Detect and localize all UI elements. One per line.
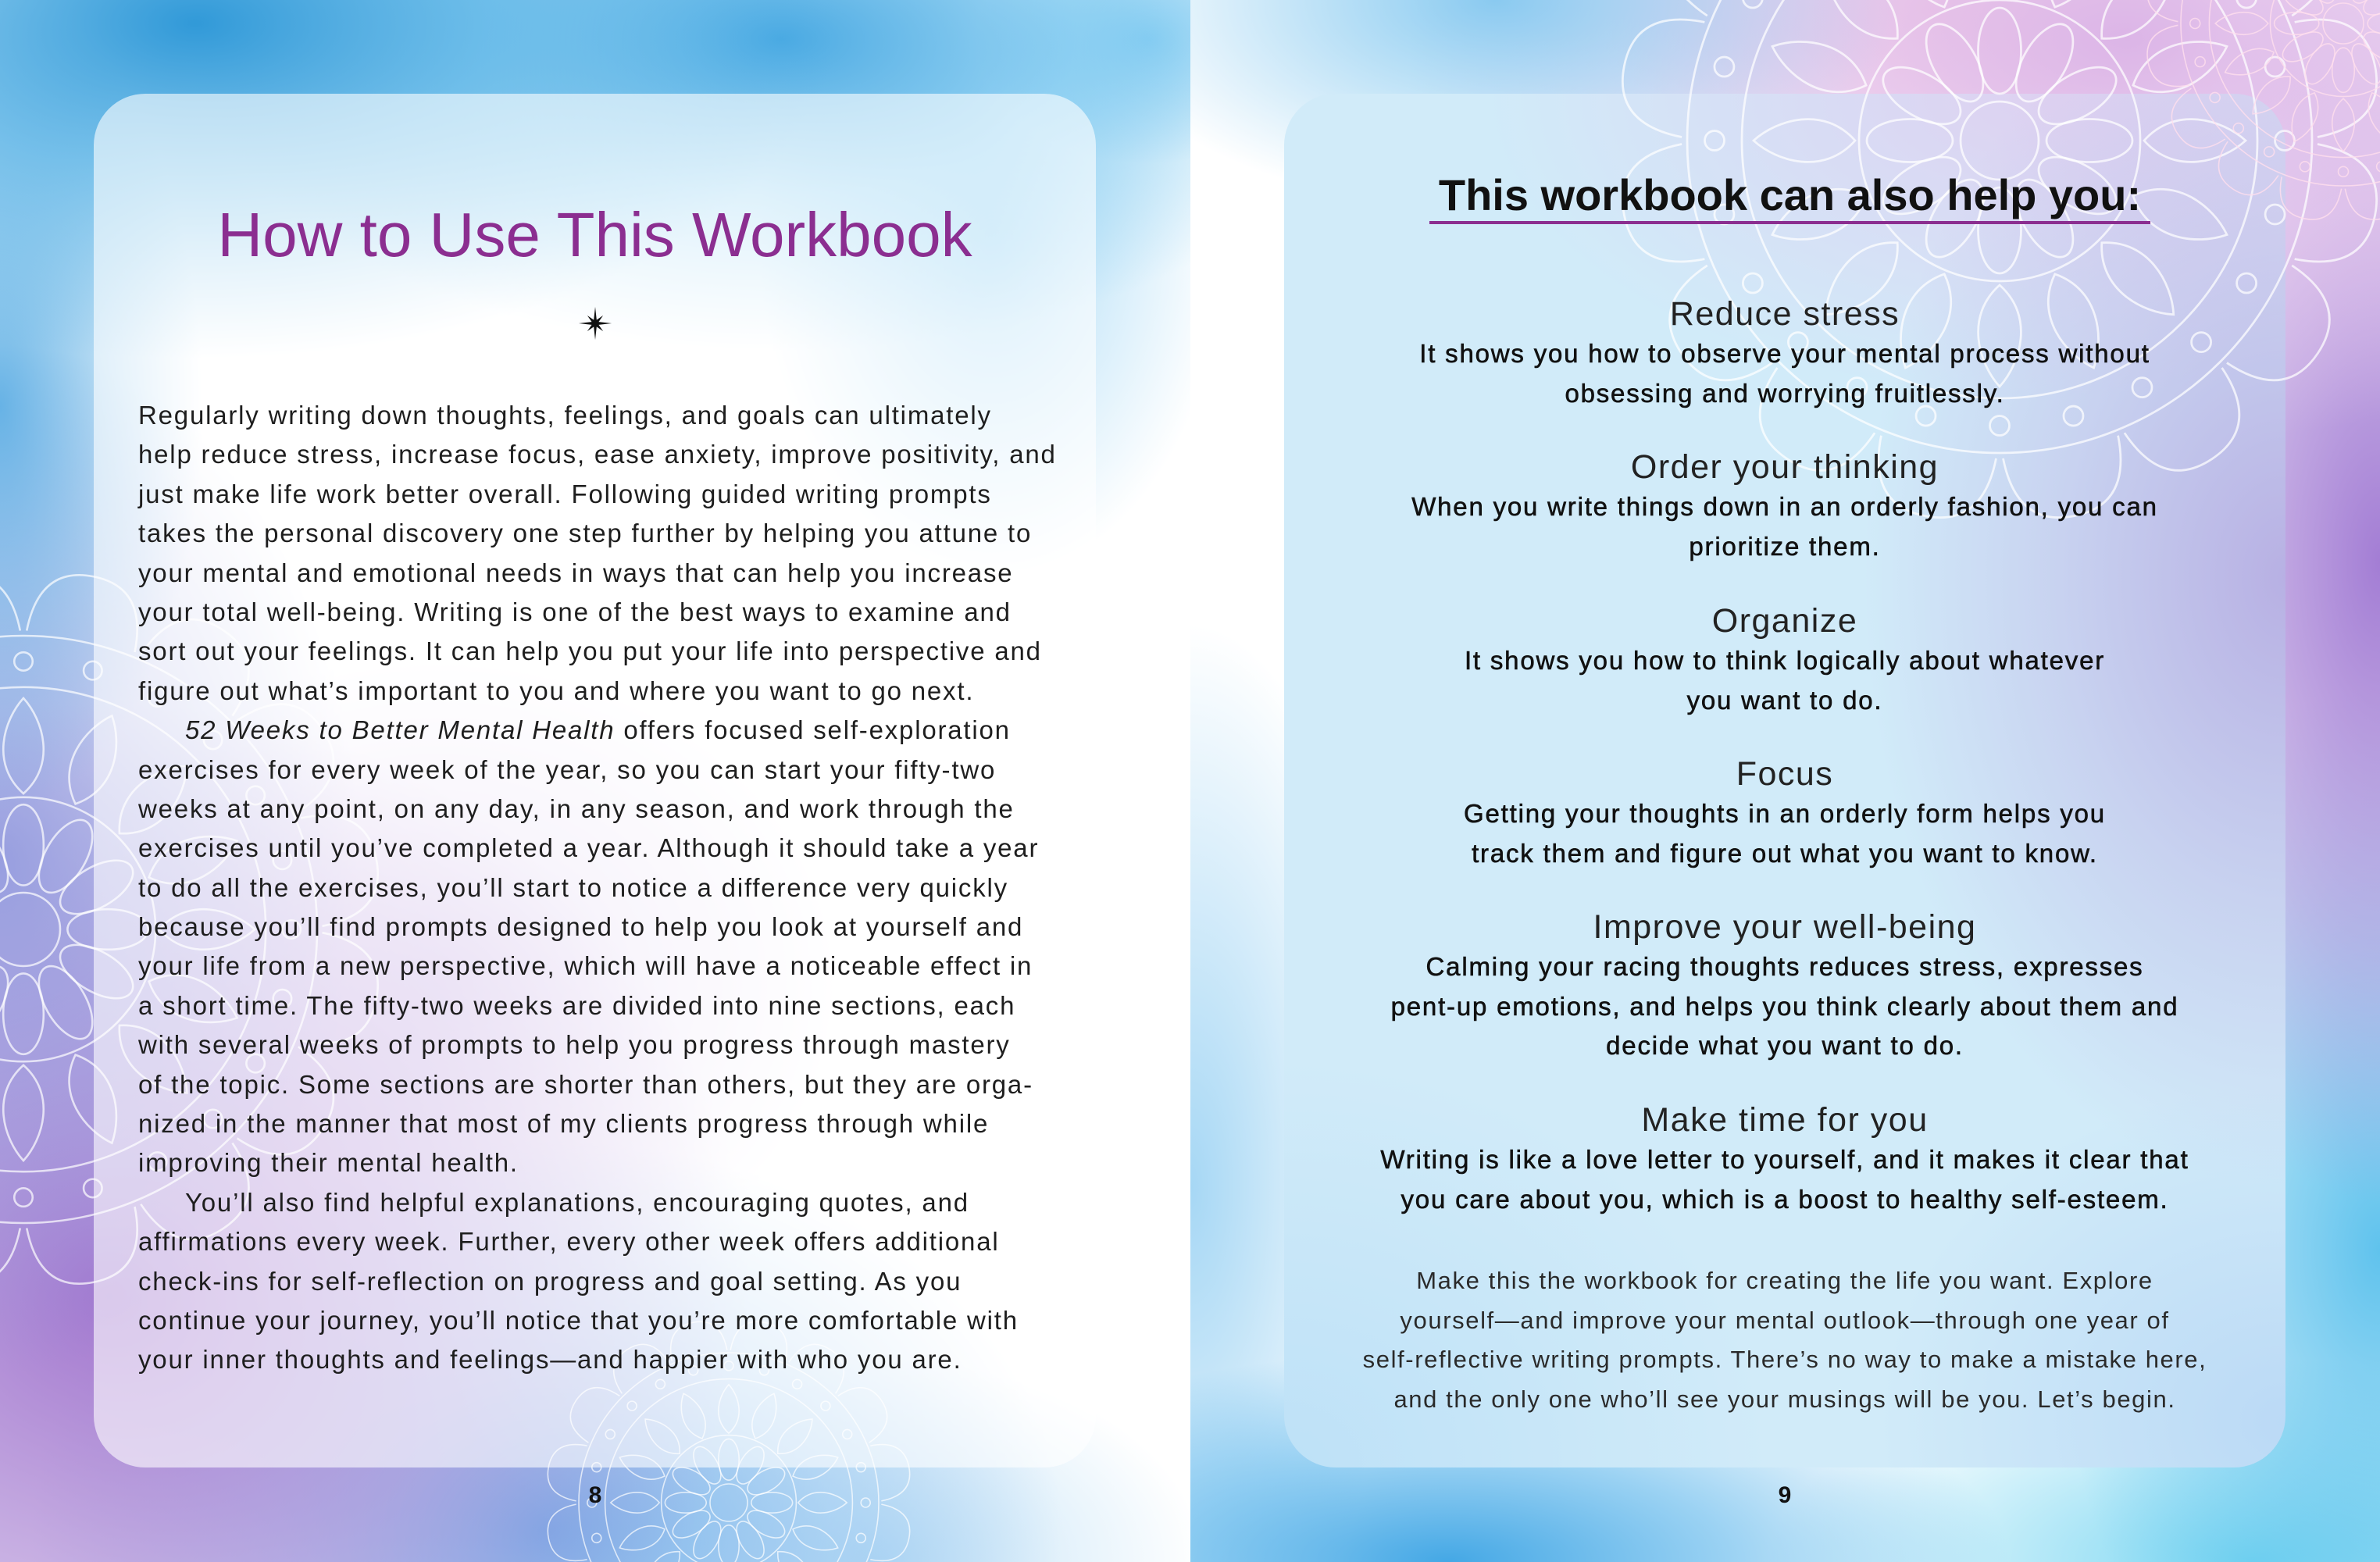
book-title: 52 Weeks to Better Mental Health xyxy=(185,715,616,745)
paragraph xyxy=(138,711,1076,1183)
benefit-line: decide what you want to do. xyxy=(1606,1031,1964,1060)
benefit-line: you care about you, which is a boost to healthy self-esteem. xyxy=(1401,1184,2169,1214)
benefit-section xyxy=(1284,447,2285,566)
page-title: How to Use This Workbook xyxy=(217,200,972,269)
body-line: your mental and emotional needs in ways that can help you increase xyxy=(138,558,1014,587)
body-line: because you’ll find prompts designed to help you look at yourself and xyxy=(138,912,1024,942)
body-line: with several weeks of prompts to help you progress through mastery xyxy=(138,1030,1011,1060)
body-line: your inner thoughts and feelings—and happier with who you are. xyxy=(138,1345,962,1375)
right-page-content xyxy=(1190,0,2380,1562)
benefit-line: track them and figure out what you want to know. xyxy=(1472,838,2098,868)
closing-paragraph xyxy=(1284,1261,2285,1419)
body-line: just make life work better overall. Following guided writing prompts xyxy=(138,479,992,508)
benefit-title: Reduce stress xyxy=(1669,295,1900,333)
benefit-line: It shows you how to think logically about whatever xyxy=(1464,646,2106,675)
body-line: You’ll also find helpful explanations, encouraging quotes, and xyxy=(185,1187,969,1217)
body-line: sort out your feelings. It can help you put your life into perspective and xyxy=(138,637,1042,666)
benefit-line: When you write things down in an orderly fashion, you can xyxy=(1411,492,2158,521)
benefit-line: you want to do. xyxy=(1686,685,1883,715)
body-line: your life from a new perspective, which will have a noticeable effect in xyxy=(138,951,1033,981)
benefit-line: obsessing and worrying fruitlessly. xyxy=(1565,378,2005,408)
benefit-title: Improve your well-being xyxy=(1593,908,1977,946)
benefit-section xyxy=(1284,294,2285,413)
eight-point-star-icon xyxy=(577,305,613,341)
body-line: a short time. The fifty-two weeks are divided into nine sections, each xyxy=(138,990,1016,1020)
benefit-title: Organize xyxy=(1711,602,1858,640)
benefit-line: It shows you how to observe your mental process without xyxy=(1419,339,2150,368)
benefit-title: Make time for you xyxy=(1641,1101,1929,1139)
section-heading: This workbook can also help you: xyxy=(1429,169,2150,224)
benefit-line: Calming your racing thoughts reduces stress, expresses xyxy=(1426,952,2144,981)
body-line: continue your journey, you’ll notice that you’re more comfortable with xyxy=(138,1305,1019,1335)
closing-line: yourself—and improve your mental outlook—through one year of xyxy=(1400,1306,2170,1334)
benefit-line: Writing is like a love letter to yourself, and it makes it clear that xyxy=(1380,1145,2189,1174)
benefit-title: Focus xyxy=(1736,755,1834,793)
closing-line: Make this the workbook for creating the life you want. Explore xyxy=(1416,1267,2153,1294)
body-line xyxy=(138,711,1076,750)
benefit-line: pent-up emotions, and helps you think clearly about them and xyxy=(1390,991,2179,1021)
benefit-title: Order your thinking xyxy=(1630,448,1939,486)
closing-line: self-reflective writing prompts. There’s no way to make a mistake here, xyxy=(1362,1346,2207,1373)
paragraph xyxy=(138,396,1076,711)
body-line: improving their mental health. xyxy=(138,1148,519,1178)
body-line: of the topic. Some sections are shorter than others, but they are orga- xyxy=(138,1069,1033,1099)
benefit-section xyxy=(1284,907,2285,1066)
benefit-section xyxy=(1284,601,2285,720)
body-line: figure out what’s important to you and where you want to go next. xyxy=(138,676,975,705)
body-line: exercises for every week of the year, so you can start your fifty-two xyxy=(138,754,997,784)
benefit-line: prioritize them. xyxy=(1689,531,1881,561)
body-line: your total well-being. Writing is one of the best ways to examine and xyxy=(138,597,1012,626)
body-line: affirmations every week. Further, every other week offers additional xyxy=(138,1227,1000,1257)
body-line: check-ins for self-reflection on progress and goal setting. As you xyxy=(138,1266,962,1296)
page-number: 8 xyxy=(588,1482,602,1508)
closing-line: and the only one who’ll see your musings will be you. Let’s begin. xyxy=(1393,1385,2176,1413)
body-line: nized in the manner that most of my clients progress through while xyxy=(138,1109,990,1139)
right-page xyxy=(1190,0,2380,1562)
benefit-section xyxy=(1284,754,2285,873)
benefit-section xyxy=(1284,1100,2285,1219)
body-line: takes the personal discovery one step further by helping you attune to xyxy=(138,519,1033,548)
paragraph xyxy=(138,1183,1076,1380)
body-line: Regularly writing down thoughts, feelings, and goals can ultimately xyxy=(138,401,992,430)
page-number: 9 xyxy=(1778,1482,1792,1508)
body-line: to do all the exercises, you’ll start to notice a difference very quickly xyxy=(138,872,1008,902)
benefit-line: Getting your thoughts in an orderly form helps you xyxy=(1464,799,2106,828)
body-text xyxy=(138,396,1076,1380)
body-line: exercises until you’ve completed a year. Although it should take a year xyxy=(138,833,1040,863)
body-line: help reduce stress, increase focus, ease anxiety, improve positivity, and xyxy=(138,440,1057,469)
body-line: weeks at any point, on any day, in any season, and work through the xyxy=(138,793,1015,823)
body-line-text: offers focused self-exploration xyxy=(615,715,1011,745)
